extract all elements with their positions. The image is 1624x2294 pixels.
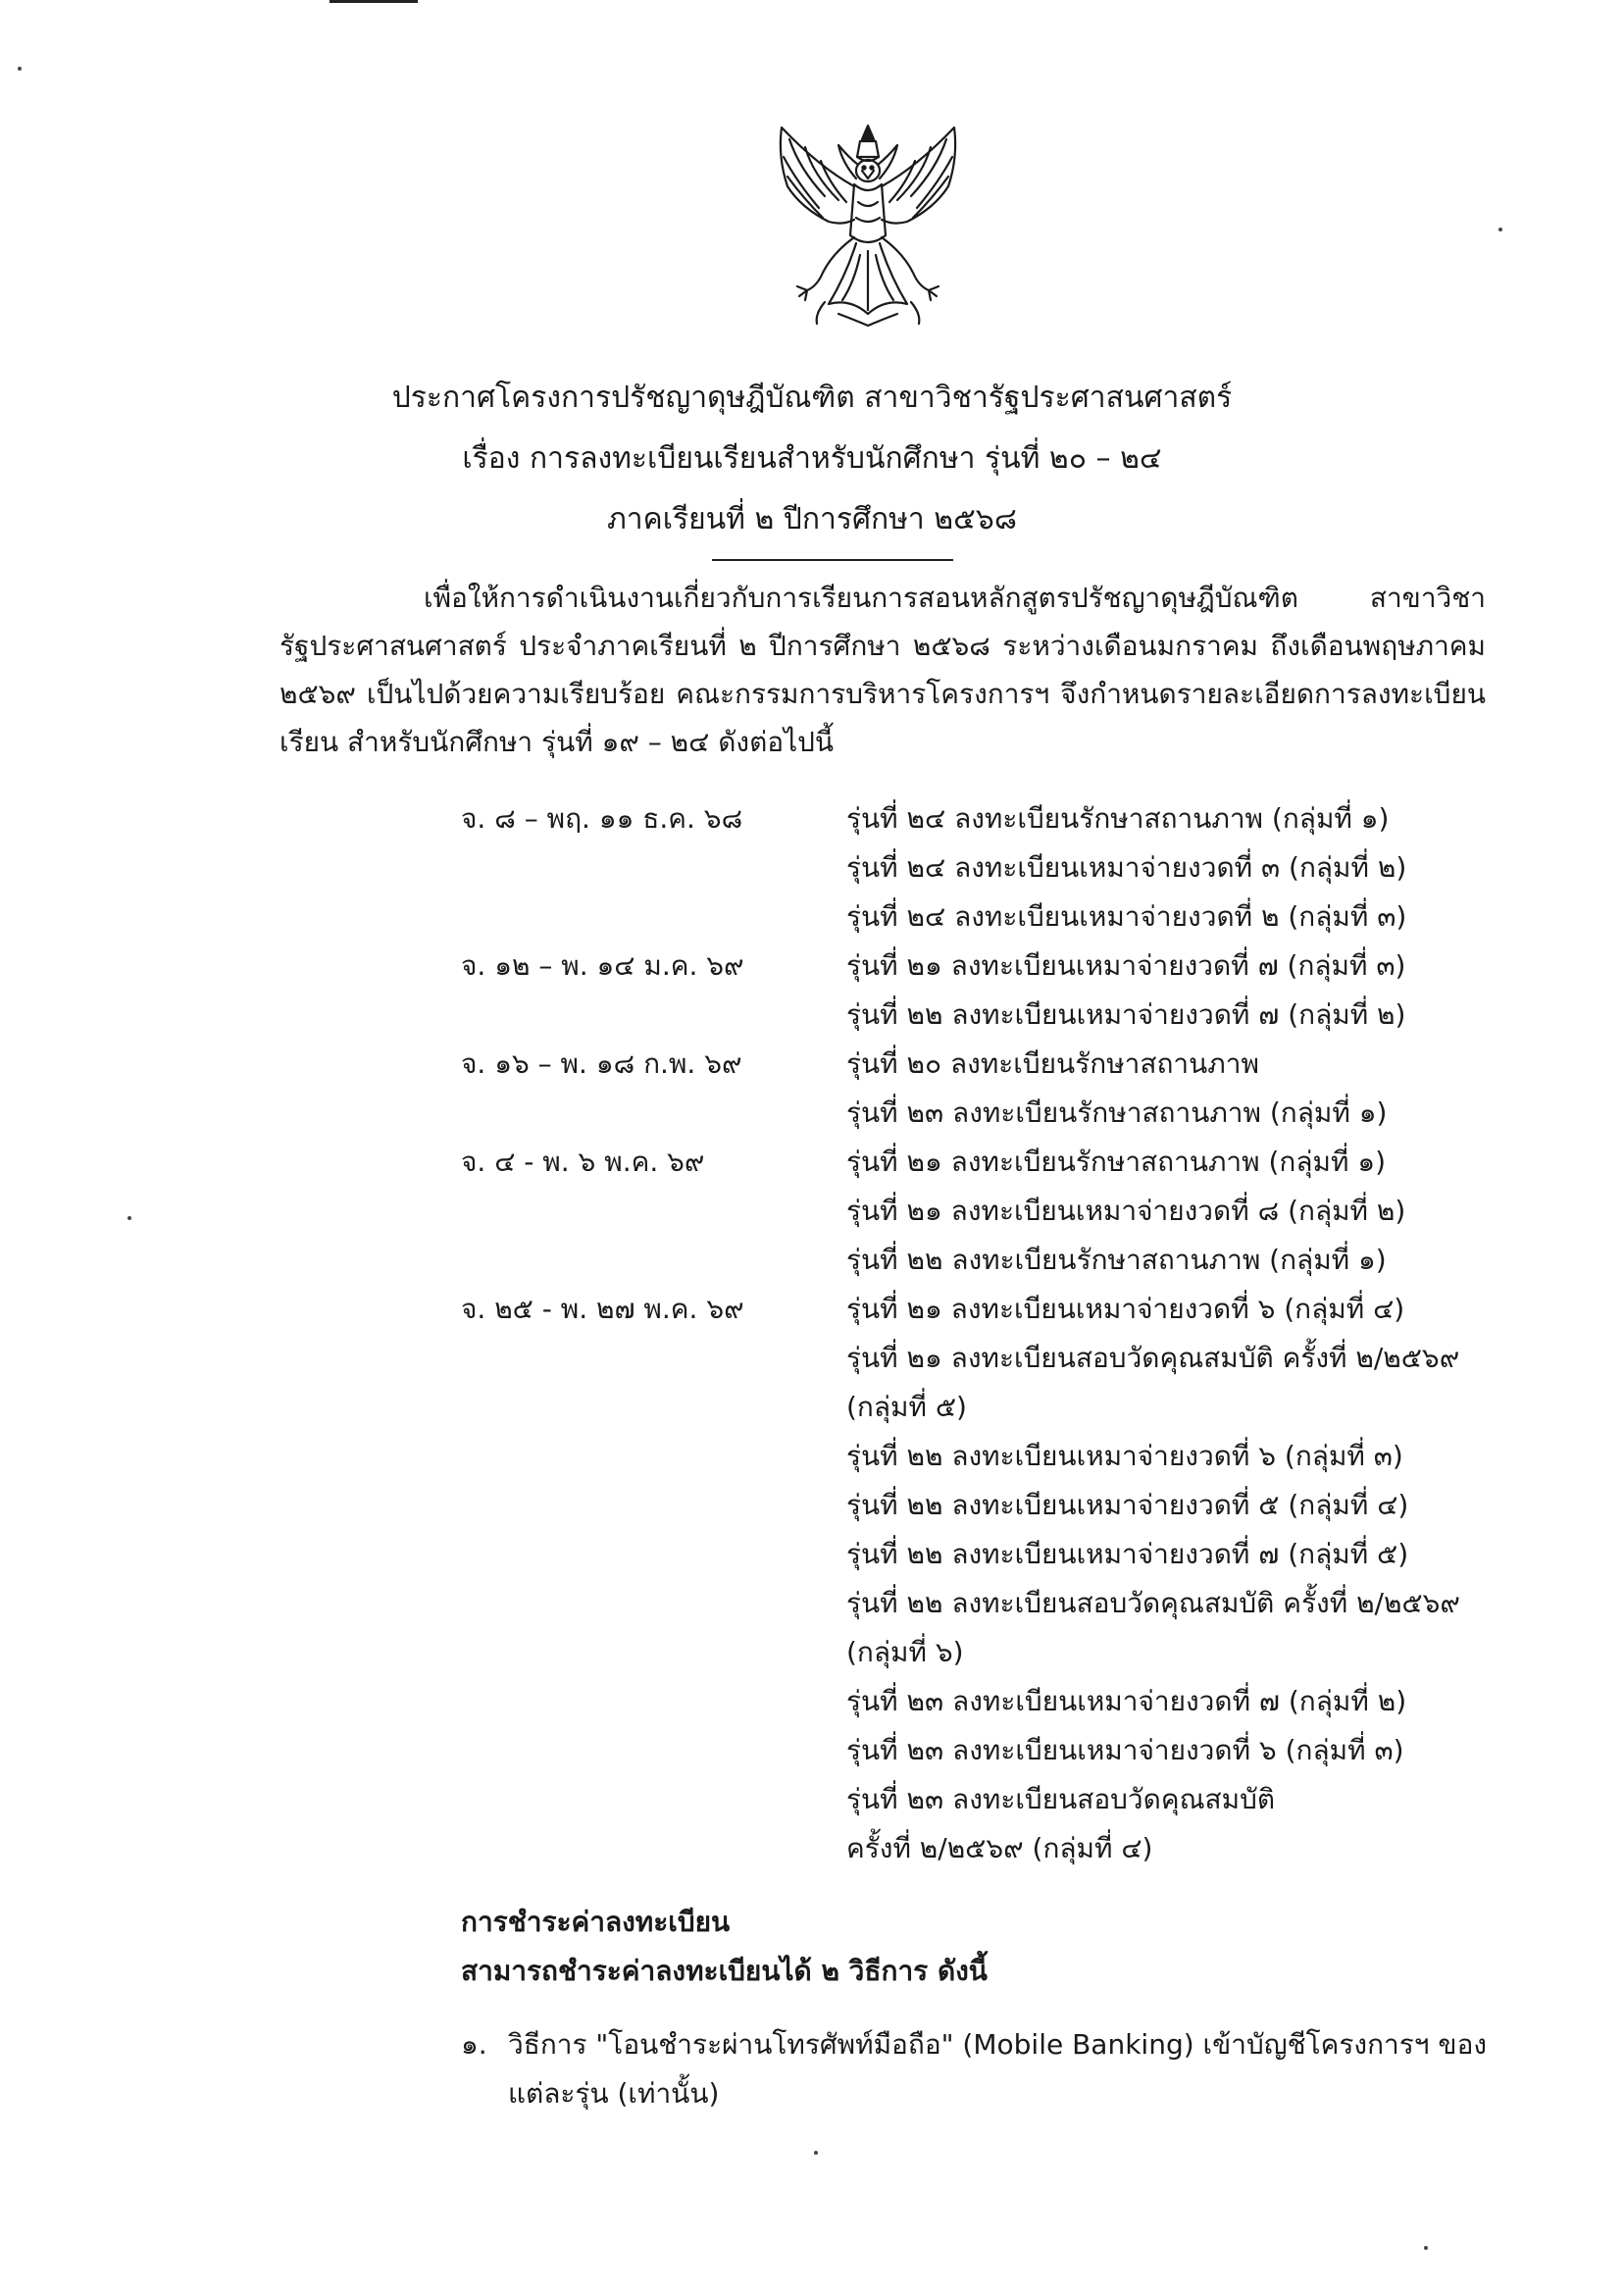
scan-speck: [1498, 228, 1502, 231]
schedule-item: รุ่นที่ ๒๓ ลงทะเบียนรักษาสถานภาพ (กลุ่มที่ ๑): [846, 1096, 1388, 1129]
schedule-item: (กลุ่มที่ ๖): [846, 1636, 964, 1668]
schedule-item: ครั้งที่ ๒/๒๕๖๙ (กลุ่มที่ ๔): [846, 1832, 1153, 1864]
schedule-date: จ. ๔ - พ. ๖ พ.ค. ๖๙: [461, 1146, 705, 1178]
scan-speck: [18, 67, 22, 71]
schedule-item: รุ่นที่ ๒๒ ลงทะเบียนเหมาจ่ายงวดที่ ๗ (กลุ่มที่ ๕): [846, 1538, 1409, 1570]
schedule-item: รุ่นที่ ๒๑ ลงทะเบียนเหมาจ่ายงวดที่ ๘ (กลุ่มที่ ๒): [846, 1195, 1406, 1227]
schedule-item: รุ่นที่ ๒๓ ลงทะเบียนเหมาจ่ายงวดที่ ๖ (กลุ่มที่ ๓): [846, 1734, 1404, 1766]
garuda-emblem-icon: [760, 118, 976, 329]
scan-speck: [1424, 2246, 1428, 2250]
schedule-date: จ. ๘ – พฤ. ๑๑ ธ.ค. ๖๘: [461, 802, 743, 835]
payment-method-number: ๑.: [461, 2028, 487, 2061]
schedule-item: (กลุ่มที่ ๕): [846, 1391, 967, 1423]
registration-schedule: [461, 794, 1533, 1873]
schedule-item: รุ่นที่ ๒๑ ลงทะเบียนสอบวัดคุณสมบัติ ครั้งที่ ๒/๒๕๖๙: [846, 1342, 1460, 1374]
schedule-item: รุ่นที่ ๒๔ ลงทะเบียนเหมาจ่ายงวดที่ ๓ (กลุ่มที่ ๒): [846, 851, 1407, 884]
schedule-item: รุ่นที่ ๒๒ ลงทะเบียนเหมาจ่ายงวดที่ ๗ (กลุ่มที่ ๒): [846, 998, 1406, 1031]
announcement-term: ภาคเรียนที่ ๒ ปีการศึกษา ๒๕๖๘: [607, 502, 1017, 536]
schedule-items: [846, 1138, 1533, 1285]
schedule-group: [461, 942, 1533, 1040]
schedule-items: [846, 1040, 1533, 1138]
intro-text: เพื่อให้การดำเนินงานเกี่ยวกับการเรียนการสอนหลักสูตรปรัชญาดุษฎีบัณฑิต สาขาวิชารัฐประศาสนศาสตร์ ประจำภาคเรียนที่ ๒ ปีการศึกษา ๒๕๖๘ ระหว่างเดือนมกราคม ถึงเดือนพฤษภาคม ๒๕๖๙ เป็นไปด้วยความเรียบร้อย คณะกรรมการบริหารโครงการฯ จึงกำหนดรายละเอียดการลงทะเบียนเรียน สำหรับนักศึกษา รุ่นที่ ๑๙ – ๒๔ ดังต่อไปนี้: [279, 582, 1486, 758]
schedule-item: รุ่นที่ ๒๑ ลงทะเบียนเหมาจ่ายงวดที่ ๖ (กลุ่มที่ ๔): [846, 1293, 1405, 1325]
schedule-item: รุ่นที่ ๒๒ ลงทะเบียนรักษาสถานภาพ (กลุ่มที่ ๑): [846, 1244, 1387, 1276]
schedule-date: จ. ๑๖ – พ. ๑๘ ก.พ. ๖๙: [461, 1047, 742, 1080]
schedule-item: รุ่นที่ ๒๑ ลงทะเบียนรักษาสถานภาพ (กลุ่มที่ ๑): [846, 1146, 1387, 1178]
schedule-items: [846, 942, 1533, 1040]
schedule-group: [461, 1138, 1533, 1285]
scan-speck: [127, 1216, 131, 1220]
schedule-item: รุ่นที่ ๒๔ ลงทะเบียนรักษาสถานภาพ (กลุ่มที่ ๑): [846, 802, 1390, 835]
heading-divider: [712, 559, 953, 561]
payment-method-text: วิธีการ "โอนชำระผ่านโทรศัพท์มือถือ" (Mobile Banking) เข้าบัญชีโครงการฯ ของแต่ละรุ่น (เท่านั้น): [508, 2028, 1488, 2110]
intro-paragraph: [279, 574, 1486, 766]
schedule-group: [461, 1285, 1533, 1873]
announcement-subject: เรื่อง การลงทะเบียนเรียนสำหรับนักศึกษา รุ่นที่ ๒๐ – ๒๔: [462, 441, 1162, 476]
schedule-date: จ. ๒๕ - พ. ๒๗ พ.ค. ๖๙: [461, 1293, 744, 1325]
schedule-item: รุ่นที่ ๒๒ ลงทะเบียนเหมาจ่ายงวดที่ ๖ (กลุ่มที่ ๓): [846, 1440, 1403, 1472]
payment-subtitle: สามารถชำระค่าลงทะเบียนได้ ๒ วิธีการ ดังนี้: [461, 1955, 988, 1987]
schedule-item: รุ่นที่ ๒๐ ลงทะเบียนรักษาสถานภาพ: [846, 1047, 1259, 1080]
schedule-item: รุ่นที่ ๒๒ ลงทะเบียนสอบวัดคุณสมบัติ ครั้งที่ ๒/๒๕๖๙: [846, 1587, 1460, 1619]
schedule-items: [846, 794, 1533, 942]
payment-title: การชำระค่าลงทะเบียน: [461, 1906, 731, 1938]
schedule-item: รุ่นที่ ๒๔ ลงทะเบียนเหมาจ่ายงวดที่ ๒ (กลุ่มที่ ๓): [846, 900, 1407, 933]
schedule-items: [846, 1285, 1533, 1873]
payment-method-item: [461, 2020, 1500, 2118]
schedule-date: จ. ๑๒ – พ. ๑๔ ม.ค. ๖๙: [461, 949, 744, 982]
top-edge-rule: [330, 0, 418, 3]
schedule-group: [461, 794, 1533, 942]
schedule-item: รุ่นที่ ๒๓ ลงทะเบียนเหมาจ่ายงวดที่ ๗ (กลุ่มที่ ๒): [846, 1685, 1407, 1717]
schedule-item: รุ่นที่ ๒๓ ลงทะเบียนสอบวัดคุณสมบัติ: [846, 1783, 1276, 1815]
announcement-title: ประกาศโครงการปรัชญาดุษฎีบัณฑิต สาขาวิชารัฐประศาสนศาสตร์: [391, 381, 1233, 415]
scan-speck: [814, 2151, 818, 2155]
schedule-item: รุ่นที่ ๒๑ ลงทะเบียนเหมาจ่ายงวดที่ ๗ (กลุ่มที่ ๓): [846, 949, 1406, 982]
schedule-group: [461, 1040, 1533, 1138]
schedule-item: รุ่นที่ ๒๒ ลงทะเบียนเหมาจ่ายงวดที่ ๕ (กลุ่มที่ ๔): [846, 1489, 1409, 1521]
